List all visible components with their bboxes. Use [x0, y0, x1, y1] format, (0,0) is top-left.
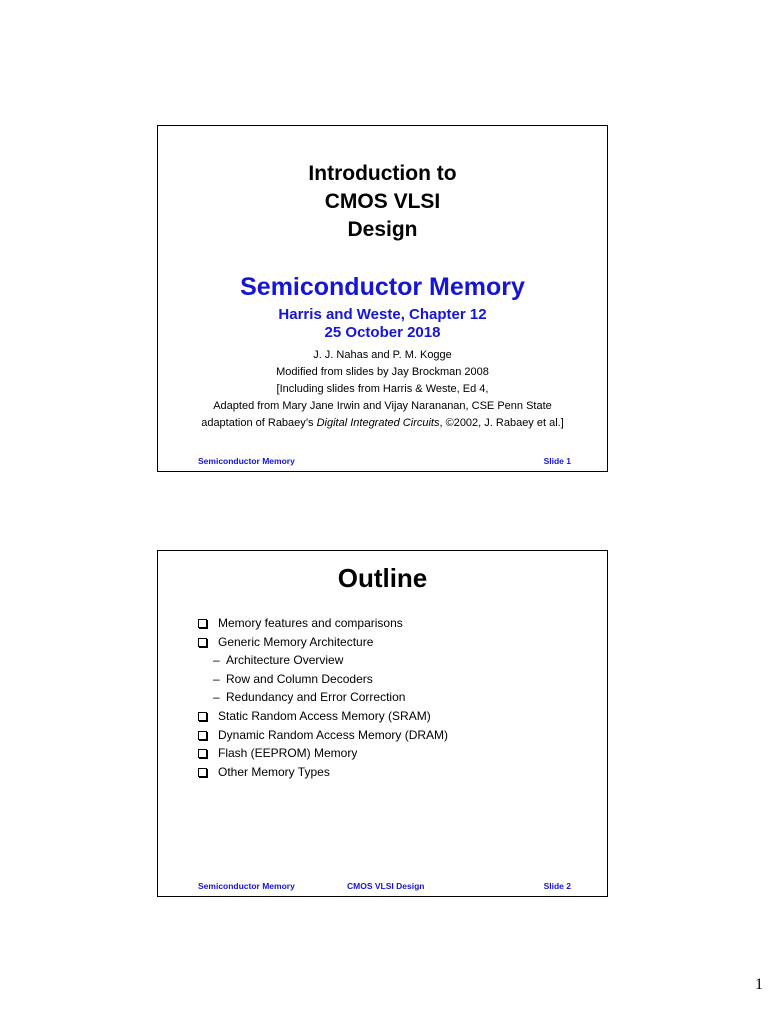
- credits-line-4: Adapted from Mary Jane Irwin and Vijay Narananan, CSE Penn State: [213, 400, 552, 412]
- dash-bullet-icon: –: [213, 653, 220, 668]
- credits-line-5: [158, 415, 607, 432]
- dash-bullet-icon: –: [213, 690, 220, 705]
- outline-item: [196, 614, 448, 633]
- slide-1-chapter: Harris and Weste, Chapter 12: [278, 306, 487, 323]
- square-bullet-icon: [198, 638, 207, 647]
- slide-1-title: [158, 160, 607, 244]
- credits-line-1: J. J. Nahas and P. M. Kogge: [313, 349, 452, 361]
- slide-2: [157, 550, 608, 897]
- outline-list: [196, 614, 448, 781]
- book-title: Digital Integrated Circuits: [316, 417, 440, 429]
- outline-item-text: Row and Column Decoders: [226, 671, 373, 686]
- slide-1-footer-left: Semiconductor Memory: [198, 456, 295, 466]
- slide-1-credits: [158, 347, 607, 432]
- outline-item-text: Generic Memory Architecture: [218, 634, 374, 649]
- title-line-2: CMOS VLSI: [324, 190, 441, 213]
- outline-item: [196, 670, 448, 689]
- outline-item-text: Other Memory Types: [218, 764, 330, 779]
- slide-2-footer-right: Slide 2: [543, 881, 571, 891]
- slide-1-date: 25 October 2018: [324, 324, 441, 341]
- square-bullet-icon: [198, 768, 207, 777]
- outline-item: [196, 707, 448, 726]
- outline-item-text: Memory features and comparisons: [218, 616, 403, 630]
- outline-item: [196, 651, 448, 670]
- credits-line-2: Modified from slides by Jay Brockman 2008: [276, 366, 489, 378]
- outline-item: [196, 763, 448, 782]
- slide-1: [157, 125, 608, 472]
- slide-1-footer-right: Slide 1: [543, 456, 571, 466]
- square-bullet-icon: [198, 749, 207, 758]
- outline-item: [196, 744, 448, 763]
- square-bullet-icon: [198, 731, 207, 740]
- outline-item-text: Static Random Access Memory (SRAM): [218, 708, 431, 723]
- outline-item-text: Redundancy and Error Correction: [226, 690, 406, 705]
- slide-1-subtitle: Semiconductor Memory: [240, 273, 525, 301]
- page-number: 1: [755, 976, 763, 993]
- slide-2-footer-center: CMOS VLSI Design: [347, 881, 425, 891]
- outline-item: [196, 688, 448, 707]
- square-bullet-icon: [198, 712, 207, 721]
- title-line-1: Introduction to: [308, 162, 457, 185]
- credits-line-5-post: , ©2002, J. Rabaey et al.]: [439, 417, 564, 429]
- slide-2-footer-left: Semiconductor Memory: [198, 881, 295, 891]
- slide-2-title: Outline: [337, 563, 428, 593]
- outline-item-text: Architecture Overview: [226, 653, 344, 668]
- credits-line-5-pre: adaptation of Rabaey’s: [201, 417, 317, 429]
- outline-item-text: Dynamic Random Access Memory (DRAM): [218, 727, 449, 742]
- credits-line-3: [Including slides from Harris & Weste, Ed 4,: [276, 383, 489, 395]
- title-line-3: Design: [347, 218, 418, 241]
- dash-bullet-icon: –: [213, 671, 220, 686]
- outline-item-text: Flash (EEPROM) Memory: [218, 746, 358, 761]
- square-bullet-icon: [198, 619, 207, 628]
- outline-item: [196, 726, 448, 745]
- outline-item: [196, 633, 448, 652]
